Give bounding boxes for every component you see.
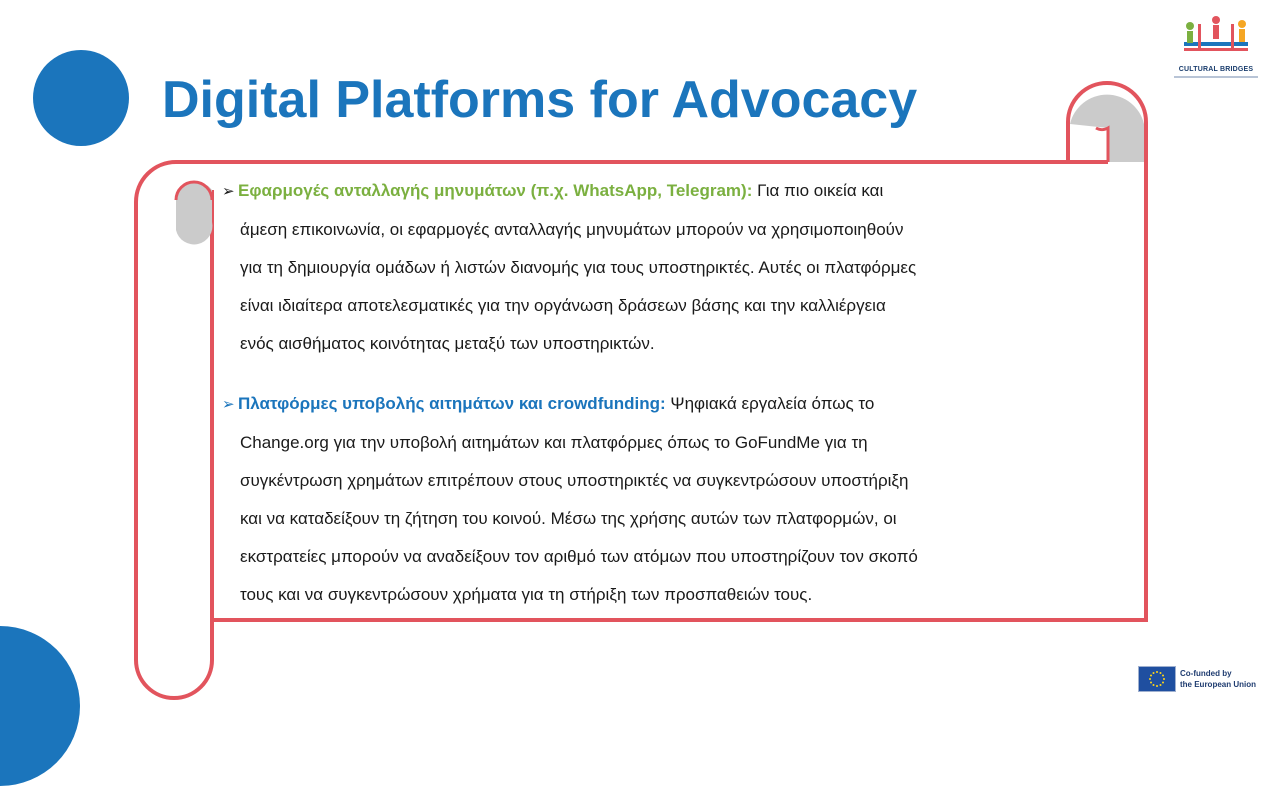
bullet-text-line: Change.org για την υποβολή αιτημάτων και πλατφόρμες όπως το GoFundMe για τη [240, 433, 868, 452]
bullet-text-line: για τη δημιουργία ομάδων ή λιστών διανομής για τους υποστηρικτές. Αυτές οι πλατφόρμες [240, 258, 917, 277]
bullet-text-line: και να καταδείξουν τη ζήτηση του κοινού. Μέσω της χρήσης αυτών των πλατφορμών, οι [240, 509, 897, 528]
logo-text: CULTURAL BRIDGES [1178, 66, 1254, 73]
bullet-petitions-crowdfunding [222, 385, 1112, 614]
bullet-text-line: συγκέντρωση χρημάτων επιτρέπουν στους υποστηρικτές να συγκεντρώσουν υποστήριξη [240, 471, 909, 490]
bullet-text: Ψηφιακά εργαλεία όπως το [665, 394, 875, 413]
eu-cofunded-logo [1138, 666, 1263, 694]
bullet-text-line: άμεση επικοινωνία, οι εφαρμογές ανταλλαγής μηνυμάτων μπορούν να χρησιμοποιηθούν [240, 220, 904, 239]
eu-text-line2: the European Union [1180, 680, 1256, 689]
bullet-heading: Πλατφόρμες υποβολής αιτημάτων και crowdfunding: [238, 394, 666, 413]
bullet-text-line: ενός αισθήματος κοινότητας μεταξύ των υποστηρικτών. [240, 334, 655, 353]
eu-flag-icon [1138, 666, 1176, 692]
bullet-text-line: είναι ιδιαίτερα αποτελεσματικές για την οργάνωση δράσεων βάσης και την καλλιέργεια [240, 296, 886, 315]
bullet-text-line: εκστρατείες μπορούν να αναδείξουν τον αριθμό των ατόμων που υποστηρίζουν τον σκοπό [240, 547, 918, 566]
arrow-bullet-icon: ➢ [222, 183, 235, 200]
arrow-bullet-icon: ➢ [222, 396, 235, 413]
bullet-heading: Εφαρμογές ανταλλαγής μηνυμάτων (π.χ. WhatsApp, Telegram): [238, 181, 753, 200]
bullet-text-line: τους και να συγκεντρώσουν χρήματα για τη στήριξη των προσπαθειών τους. [240, 585, 813, 604]
eu-text-line1: Co-funded by [1180, 669, 1232, 678]
bullet-text: Για πιο οικεία και [752, 181, 884, 200]
content-area [222, 172, 1112, 614]
bullet-messaging-apps [222, 172, 1112, 363]
slide-title: Digital Platforms for Advocacy [162, 71, 918, 129]
